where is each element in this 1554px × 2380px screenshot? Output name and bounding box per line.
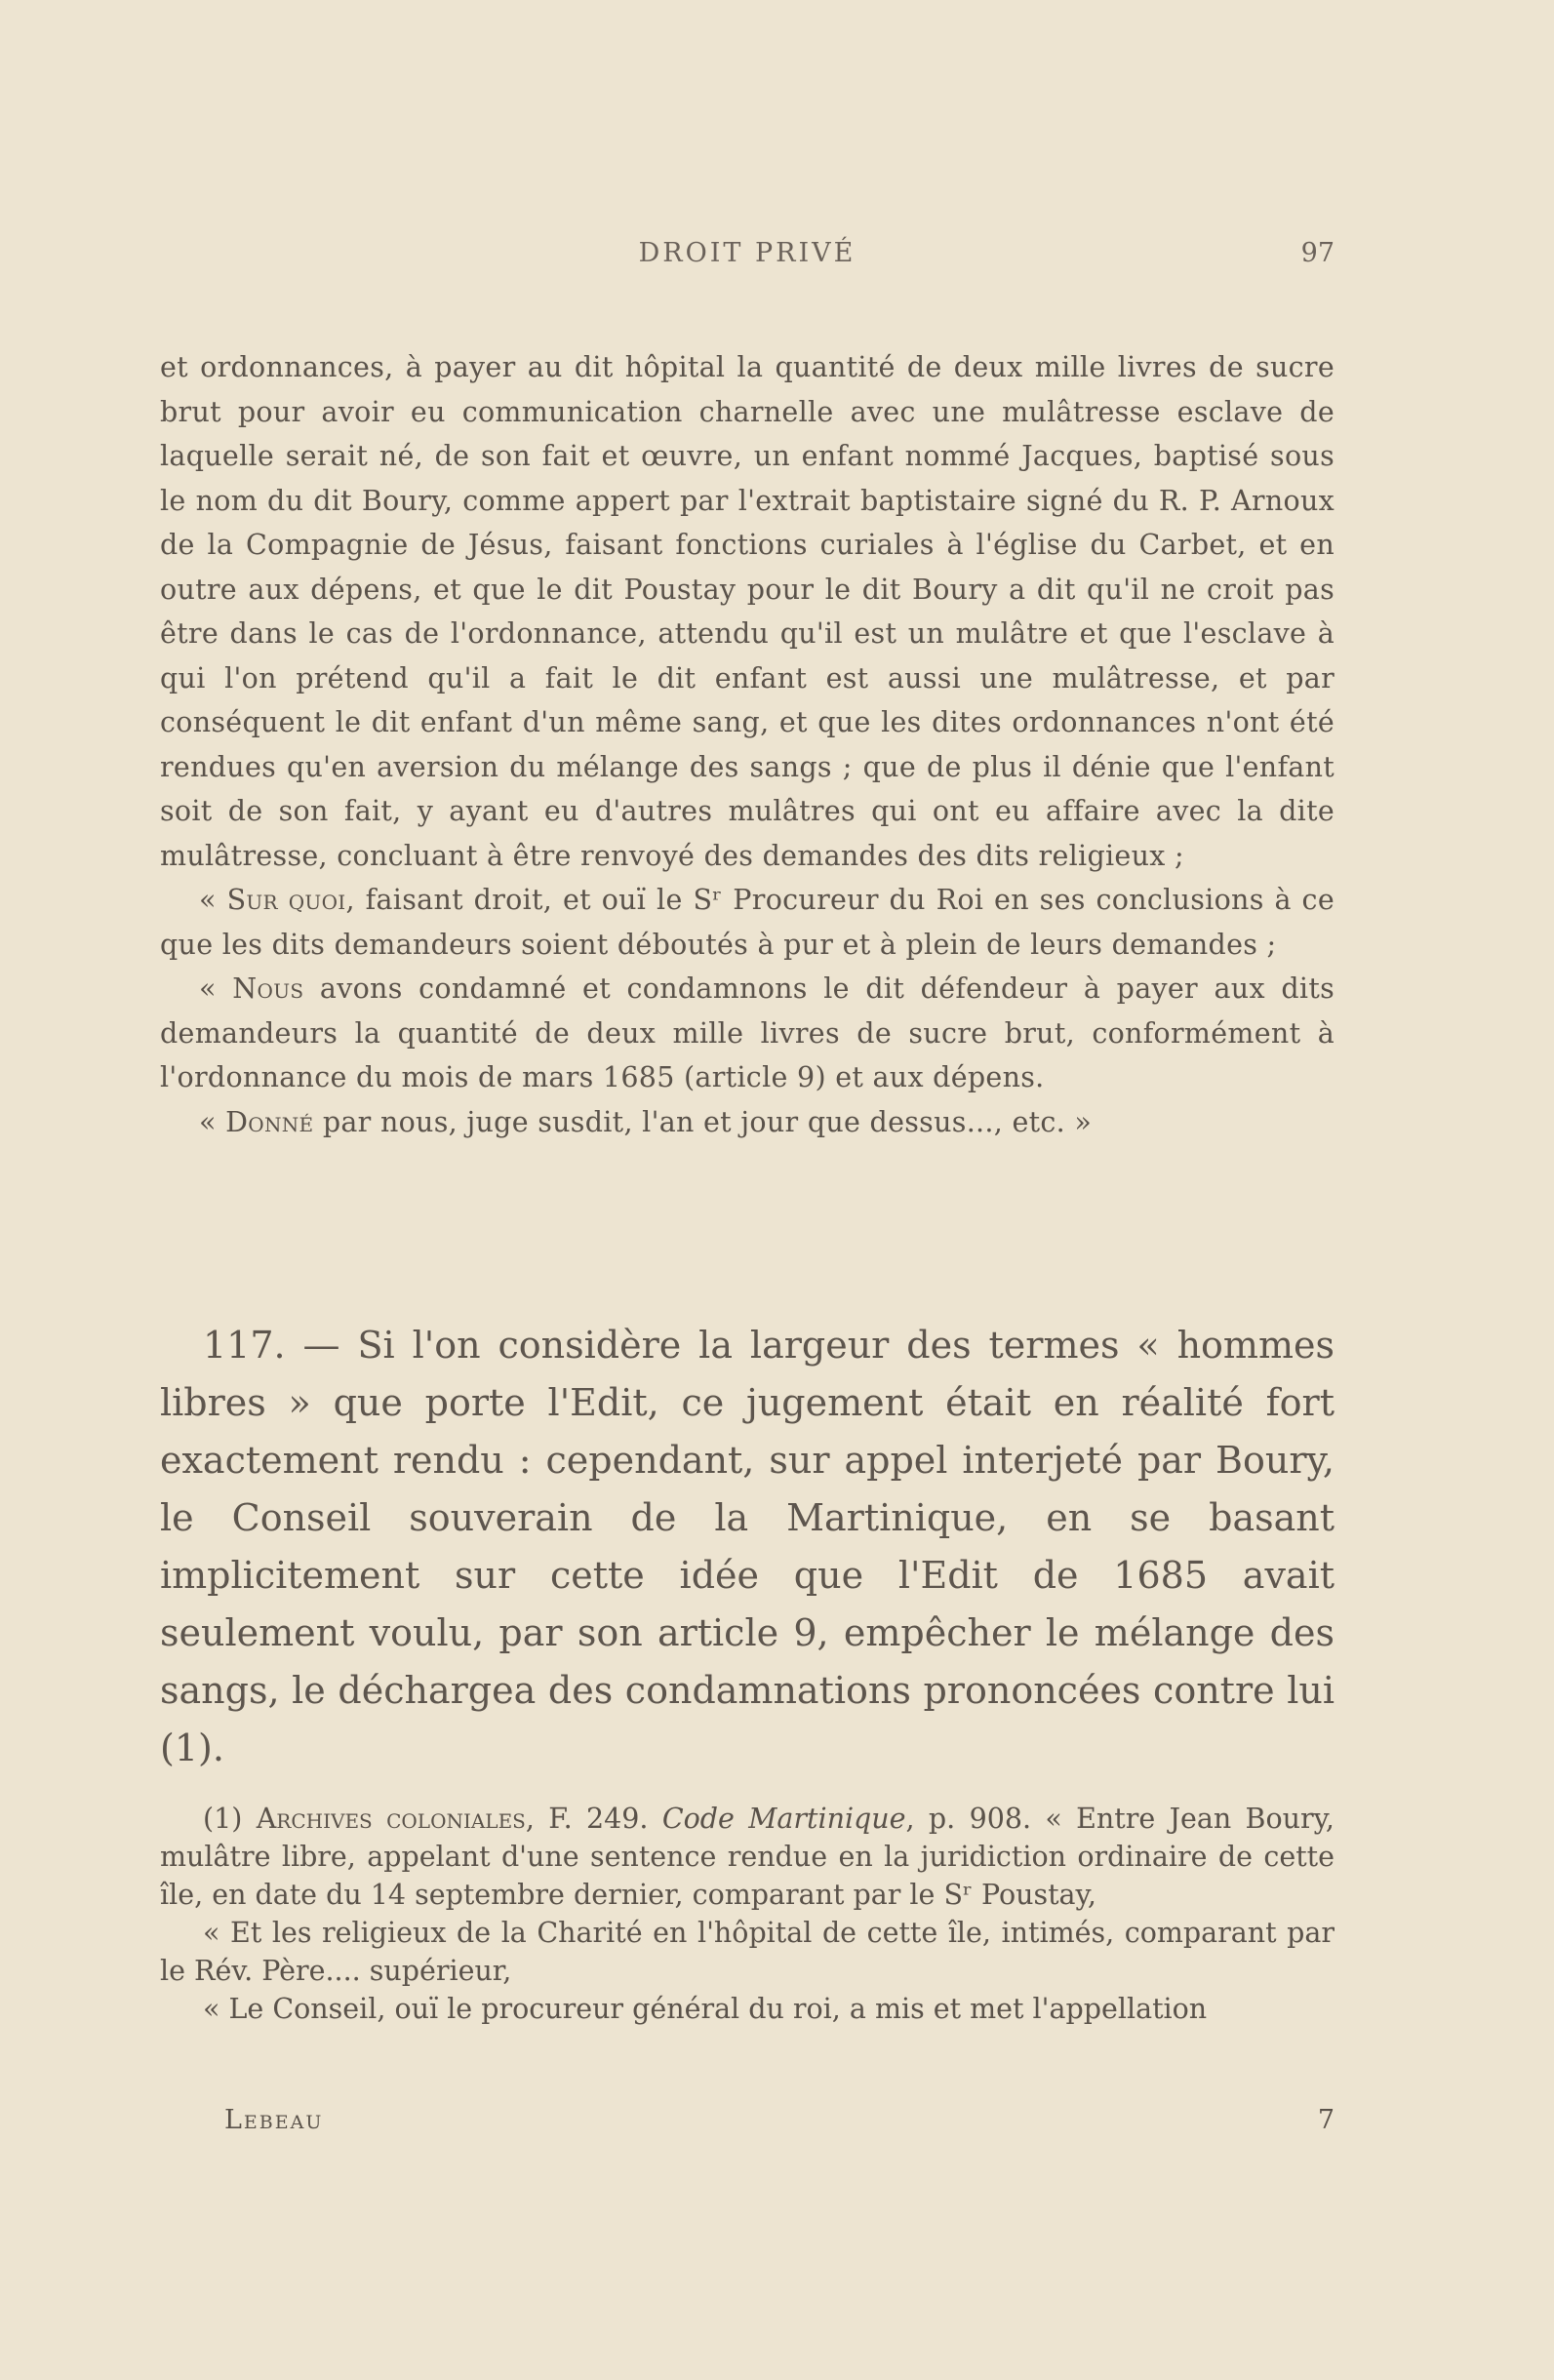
running-header [160,238,1335,277]
judgment-paragraph: et ordonnances, à payer au dit hôpital la quantité de deux mille livres de sucre brut pour avoir eu communication charnelle avec une mulâtresse esclave de laquelle serait né, de son fait et œuvre, un enfant nommé Jacques, baptisé sous le nom du dit Boury, comme appert par l'extrait baptistaire signé du R. P. Arnoux de la Compagnie de Jésus, faisant fonctions curiales à l'église du Carbet, et en outre aux dépens, et que le dit Poustay pour le dit Boury a dit qu'il ne croit pas être dans le cas de l'ordonnance, attendu qu'il est un mulâtre et que l'esclave à qui l'on prétend qu'il a fait le dit enfant est aussi une mulâtresse, et par conséquent le dit enfant d'un même sang, et que les dites ordonnances n'ont été rendues qu'en aversion du mélange des sangs ; que de plus il dénie que l'enfant soit de son fait, y ayant eu d'autres mulâtres qui ont eu affaire avec la dite mulâtresse, concluant à être renvoyé des demandes des dits religieux ; [160,351,1335,872]
quote-mark: « [199,884,227,916]
closing-lead: Donné [225,1105,314,1138]
running-title: DROIT PRIVÉ [638,238,857,268]
page-footer [160,2105,1335,2144]
signature-mark: 7 [1317,2105,1335,2135]
footnote-continuation: « Et les religieux de la Charité en l'hôpital de cette île, intimés, comparant par le Rév. Père.... supérieur, [160,1917,1335,1987]
judgment-closing-paragraph [160,1100,1335,1145]
quote-mark: « [199,972,233,1005]
page-number: 97 [1300,238,1335,268]
judgment-sentence-paragraph [160,967,1335,1100]
closing-text: par nous, juge susdit, l'an et jour que dessus..., etc. » [313,1105,1093,1138]
sentence-lead: Nous [232,972,304,1005]
sentence-text: avons condamné et condamnons le dit défendeur à payer aux dits demandeurs la quantité de deux mille livres de sucre brut, conformément à l'ordonnance du mois de mars 1685 (article 9) et aux dépens. [160,972,1335,1093]
ruling-text: , faisant droit, et ouï le Sʳ Procureur du Roi en ses conclusions à ce que les dits demandeurs soient déboutés à pur et à plein de leurs demandes ; [160,884,1335,961]
footnote-source: Archives coloniales [256,1803,526,1835]
footnote-mark: (1) [203,1803,257,1835]
main-text [160,1317,1335,1777]
footnotes [160,1800,1335,2028]
footnote-text: , p. 908. « Entre Jean Boury, mulâtre libre, appelant d'une sentence rendue en la juridiction ordinaire de cette île, en date du 14 septembre dernier, comparant par le Sʳ Poustay, [160,1803,1335,1911]
judgment-ruling-paragraph [160,878,1335,967]
footnote-continuation: « Le Conseil, ouï le procureur général du roi, a mis et met l'appellation [203,1993,1208,2025]
footer-author: Lebeau [224,2105,324,2135]
quote-mark: « [199,1105,226,1138]
ruling-lead: Sur quoi [226,884,346,916]
quoted-judgment [160,345,1335,1144]
section-117-paragraph: 117. — Si l'on considère la largeur des termes « hommes libres » que porte l'Edit, ce jugement était en réalité fort exactement rendu : cependant, sur appel interjeté par Boury, le Conseil souverain de la Martinique, en se basant implicitement sur cette idée que l'Edit de 1685 avait seulement voulu, par son article 9, empêcher le mélange des sangs, le déchargea des condamnations prononcées contre lui (1). [160,1324,1335,1769]
footnote-1 [160,1800,1335,1914]
footnote-code-title: Code Martinique [661,1803,906,1835]
footnote-ref: , F. 249. [525,1803,662,1835]
